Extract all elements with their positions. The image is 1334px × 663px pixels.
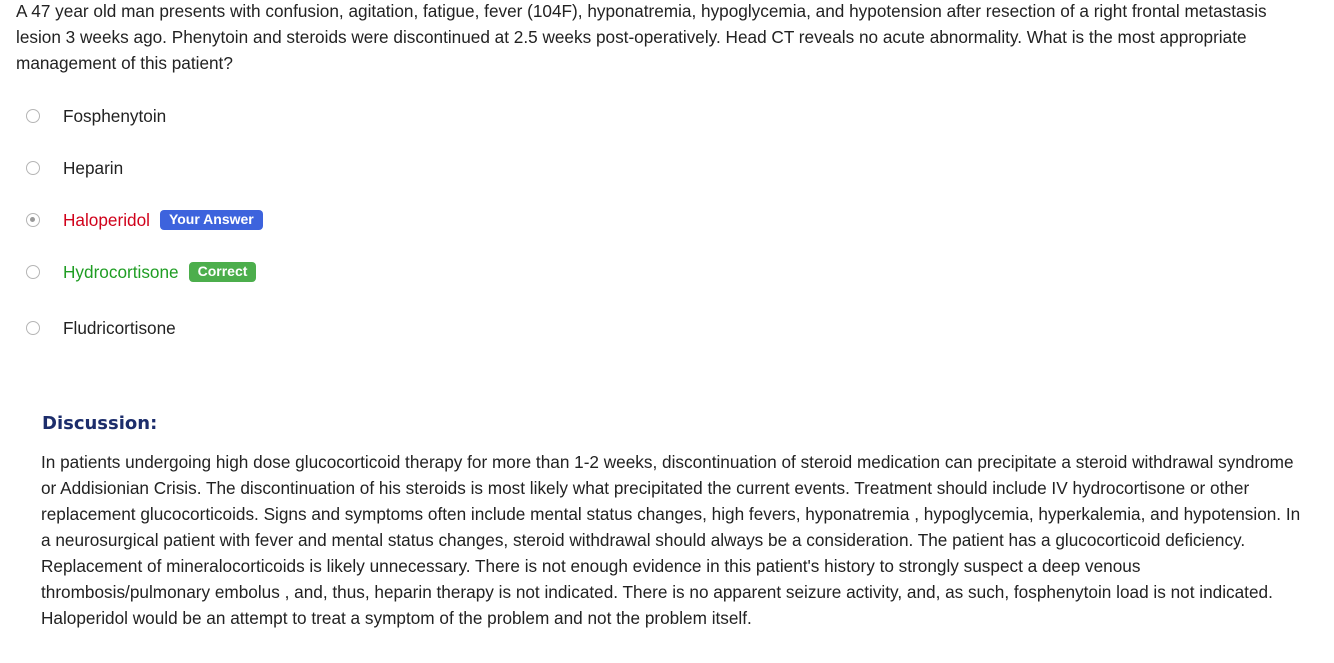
discussion-title: Discussion: [42, 413, 158, 434]
discussion-text: In patients undergoing high dose glucocorticoid therapy for more than 1-2 weeks, discontinuation of steroid medication can precipitate a steroid withdrawal syndrome or Addisionian Crisis. The discontinuation of his steroids is most likely what precipitated the current events. Treatment should include IV hydrocortisone or other replacement glucocorticoids. Signs and symptoms often include mental status changes, high fevers, hyponatremia , hypoglycemia, hyperkalemia, and hypotension. In a neurosurgical patient with fever and mental status changes, steroid withdrawal should always be a consideration. The patient has a glucocorticoid deficiency. Replacement of mineralocorticoids is likely unnecessary. There is not enough evidence in this patient's history to strongly suspect a deep venous thrombosis/pulmonary embolus , and, thus, heparin therapy is not indicated. There is no apparent seizure activity, and, as such, fosphenytoin load is not indicated. Haloperidol would be an attempt to treat a symptom of the problem and not the problem itself. [41, 452, 1301, 628]
option-fosphenytoin[interactable] [26, 104, 166, 128]
option-label: Fosphenytoin [63, 106, 167, 126]
radio-button-icon[interactable] [26, 321, 40, 335]
option-hydrocortisone[interactable] [26, 260, 256, 284]
radio-button-icon[interactable] [26, 161, 40, 175]
option-label: Heparin [63, 158, 124, 178]
radio-button-icon[interactable] [26, 109, 40, 123]
option-heparin[interactable] [26, 156, 123, 180]
radio-button-selected-icon[interactable] [26, 213, 40, 227]
option-label: Haloperidol [63, 210, 150, 230]
option-fludricortisone[interactable] [26, 316, 176, 340]
option-haloperidol[interactable] [26, 208, 263, 232]
option-label: Fludricortisone [63, 318, 176, 338]
option-label: Hydrocortisone [63, 262, 179, 282]
your-answer-badge: Your Answer [160, 210, 263, 230]
correct-badge: Correct [189, 262, 257, 282]
question-text: A 47 year old man presents with confusion, agitation, fatigue, fever (104F), hyponatremia, hypoglycemia, and hypotension after resection of a right frontal metastasis lesion 3 weeks ago. Phenytoin and steroids were discontinued at 2.5 weeks post-operatively. Head CT reveals no acute abnormality. What is the most appropriate management of this patient? [16, 1, 1267, 73]
radio-button-icon[interactable] [26, 265, 40, 279]
